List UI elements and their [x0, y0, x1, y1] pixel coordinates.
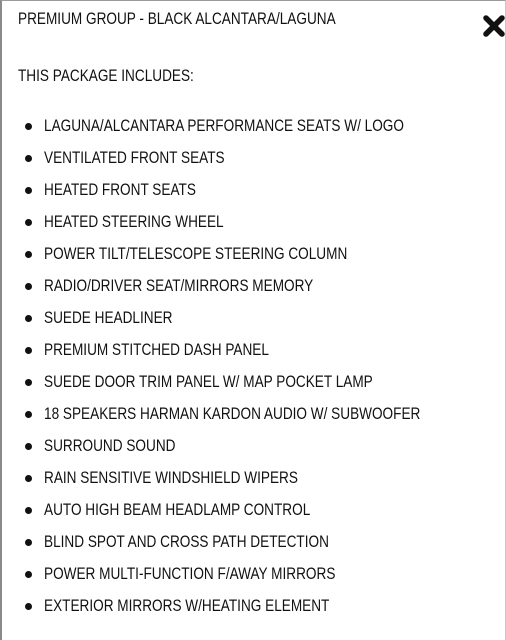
feature-label: POWER TILT/TELESCOPE STEERING COLUMN	[44, 244, 348, 263]
bullet-icon	[25, 219, 32, 226]
feature-label: PREMIUM STITCHED DASH PANEL	[44, 340, 269, 359]
bullet-icon	[25, 443, 32, 450]
bullet-icon	[25, 283, 32, 290]
feature-label: 18 SPEAKERS HARMAN KARDON AUDIO W/ SUBWOOFER	[44, 404, 421, 423]
close-x-icon	[481, 13, 506, 39]
feature-label: HEATED FRONT SEATS	[44, 180, 196, 199]
bullet-icon	[25, 475, 32, 482]
bullet-icon	[25, 379, 32, 386]
feature-label: SURROUND SOUND	[44, 436, 176, 455]
bullet-icon	[25, 315, 32, 322]
bullet-icon	[25, 571, 32, 578]
feature-label: AUTO HIGH BEAM HEADLAMP CONTROL	[44, 500, 311, 519]
feature-label: RAIN SENSITIVE WINDSHIELD WIPERS	[44, 468, 298, 487]
bullet-icon	[25, 187, 32, 194]
feature-label: SUEDE DOOR TRIM PANEL W/ MAP POCKET LAMP	[44, 372, 373, 391]
bullet-icon	[25, 539, 32, 546]
feature-label: SUEDE HEADLINER	[44, 308, 173, 327]
bullet-icon	[25, 123, 32, 130]
bullet-icon	[25, 507, 32, 514]
feature-label: VENTILATED FRONT SEATS	[44, 148, 225, 167]
bullet-icon	[25, 155, 32, 162]
feature-label: POWER MULTI-FUNCTION F/AWAY MIRRORS	[44, 564, 336, 583]
feature-label: LAGUNA/ALCANTARA PERFORMANCE SEATS W/ LOGO	[44, 116, 404, 135]
bullet-icon	[25, 603, 32, 610]
feature-label: HEATED STEERING WHEEL	[44, 212, 224, 231]
modal-title: PREMIUM GROUP - BLACK ALCANTARA/LAGUNA	[18, 9, 336, 28]
feature-label: EXTERIOR MIRRORS W/HEATING ELEMENT	[44, 596, 330, 615]
feature-label: RADIO/DRIVER SEAT/MIRRORS MEMORY	[44, 276, 314, 295]
bullet-icon	[25, 251, 32, 258]
close-button[interactable]	[481, 13, 506, 39]
bullet-icon	[25, 347, 32, 354]
bullet-icon	[25, 411, 32, 418]
package-includes-heading: THIS PACKAGE INCLUDES:	[18, 66, 194, 85]
feature-label: BLIND SPOT AND CROSS PATH DETECTION	[44, 532, 329, 551]
